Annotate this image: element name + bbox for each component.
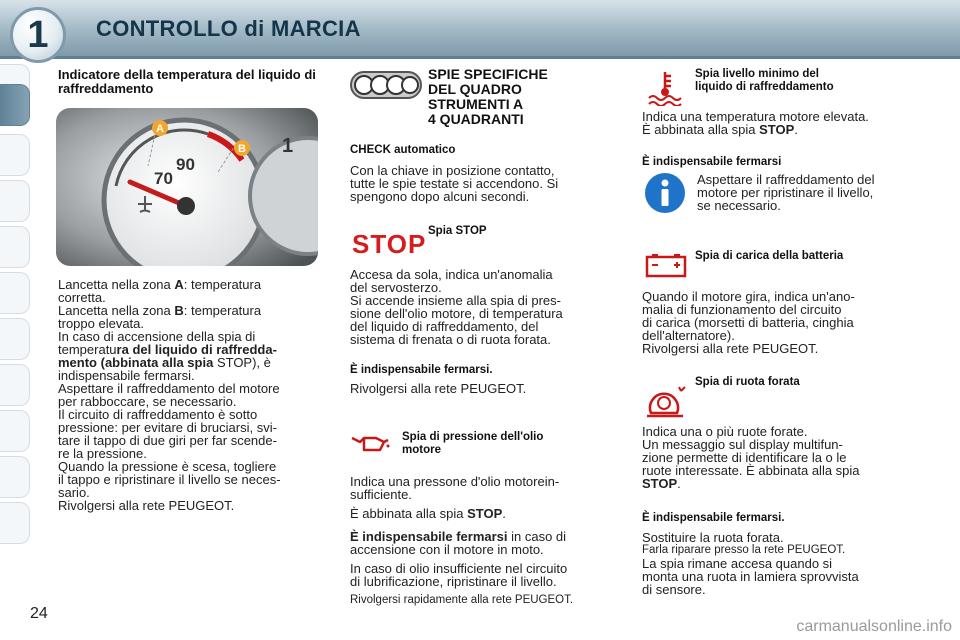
battery-title: Spia di carica della batteria [695,250,844,262]
coolant-must-stop: È indispensabile fermarsi [642,156,782,168]
chapter-number-badge: 1 [10,7,66,63]
flat-tyre-actions: Sostituire la ruota forata. Farla riparare presso la rete PEUGEOT. La spia rimane accesa quando si monta una ruota in lamiera sprovvista di sensore. [642,530,859,597]
flat-tyre-text: Indica una o più ruote forate. Un messaggio sul display multifun- zione permette di identificare la o le ruote interessate. È abbinata alla spia STOP. [642,424,860,491]
stop-must-stop: È indispensabile fermarsi. [350,364,493,376]
chapter-tab[interactable] [0,318,30,360]
chapter-tab[interactable] [0,456,30,498]
info-icon [644,172,686,214]
coolant-temperature-heading: Indicatore della temperatura del liquido di raffreddamento [58,67,316,96]
zone-b-label: B [238,143,246,155]
flat-tyre-title: Spia di ruota forata [695,376,800,388]
chapter-tab[interactable] [0,134,30,176]
auto-check-title: CHECK automatico [350,144,456,156]
chapter-tab[interactable] [0,272,30,314]
coolant-level-icon [645,70,685,106]
flat-tyre-must-stop: È indispensabile fermarsi. [642,512,785,524]
coolant-level-title: Spia livello minimo del liquido di raffreddamento [695,68,834,93]
battery-text: Quando il motore gira, indica un'ano- malia di funzionamento del circuito di carica (morsetti di batteria, cinghia dell'alternatore). Rivolgersi alla rete PEUGEOT. [642,289,855,356]
gauge-tick-90: 90 [176,155,195,174]
gauge-tick-70: 70 [154,169,173,188]
coolant-level-text: Indica una temperatura motore elevata. È abbinata alla spia STOP. [642,109,869,137]
watermark: carmanualsonline.info [796,618,952,635]
instrument-cluster-icon [350,70,422,100]
stop-refer-dealer: Rivolgersi alla rete PEUGEOT. [350,381,527,396]
coolant-gauge-text: Lancetta nella zona A: temperatura corretta. Lancetta nella zona B: temperatura troppo elevata. In caso di accensione della spia di temperatura del liquido di raffredda- mento (abbinata alla spia STOP), è indispensabile fermarsi. Aspettare il raffreddamento del motore per rabboccare, se necessario. Il circuito di raffreddamento è sotto pressione: per evitare di bruciarsi, svi- tare il tappo di due giri per far scende- re la pressione. Quando la pressione è scesa, togliere il tappo e ripristinare il livello se neces- sario. Rivolgersi alla rete PEUGEOT. [58,277,281,513]
flat-tyre-icon [645,385,687,419]
stop-light-text: Accesa da sola, indica un'anomalia del servosterzo. Si accende insieme alla spia di pres- sione dell'olio motore, di temperatura del liquido di raffreddamento, del sistema di frenata o di ruota forata. [350,267,563,347]
zone-a-label: A [156,123,164,135]
oil-pressure-text: Indica una pressone d'olio motorein- sufficiente. È abbinata alla spia STOP. È indispensabile fermarsi in caso di accensione con il motore in moto. In caso di olio insufficiente nel circuito di lubrificazione, ripristinare il livello. Rivolgersi rapidamente alla rete PEUGEOT. [350,474,574,606]
chapter-tabs [0,64,32,574]
chapter-tab[interactable] [0,502,30,544]
specific-warning-lights-heading: SPIE SPECIFICHE DEL QUADRO STRUMENTI A 4 QUADRANTI [428,66,548,127]
oil-can-icon [350,432,390,454]
page-number: 24 [30,605,48,622]
auto-check-text: Con la chiave in posizione contatto, tutte le spie testate si accendono. Si spengono dopo alcuni secondi. [350,163,559,204]
header-divider [0,56,960,59]
gauge-tick-1: 1 [282,135,294,157]
stop-warning-icon: STOP [352,229,427,259]
battery-icon [645,252,687,278]
chapter-tab[interactable] [0,226,30,268]
chapter-tab[interactable] [0,180,30,222]
coolant-gauge-illustration [56,108,318,266]
info-note-text: Aspettare il raffreddamento del motore per ripristinare il livello, se necessario. [697,172,875,213]
stop-light-title: Spia STOP [428,225,487,237]
chapter-tab-active[interactable] [0,84,30,126]
oil-pressure-title: Spia di pressione dell'olio motore [402,431,544,456]
chapter-tab[interactable] [0,410,30,452]
page-title: CONTROLLO di MARCIA [96,16,361,41]
chapter-tab[interactable] [0,364,30,406]
